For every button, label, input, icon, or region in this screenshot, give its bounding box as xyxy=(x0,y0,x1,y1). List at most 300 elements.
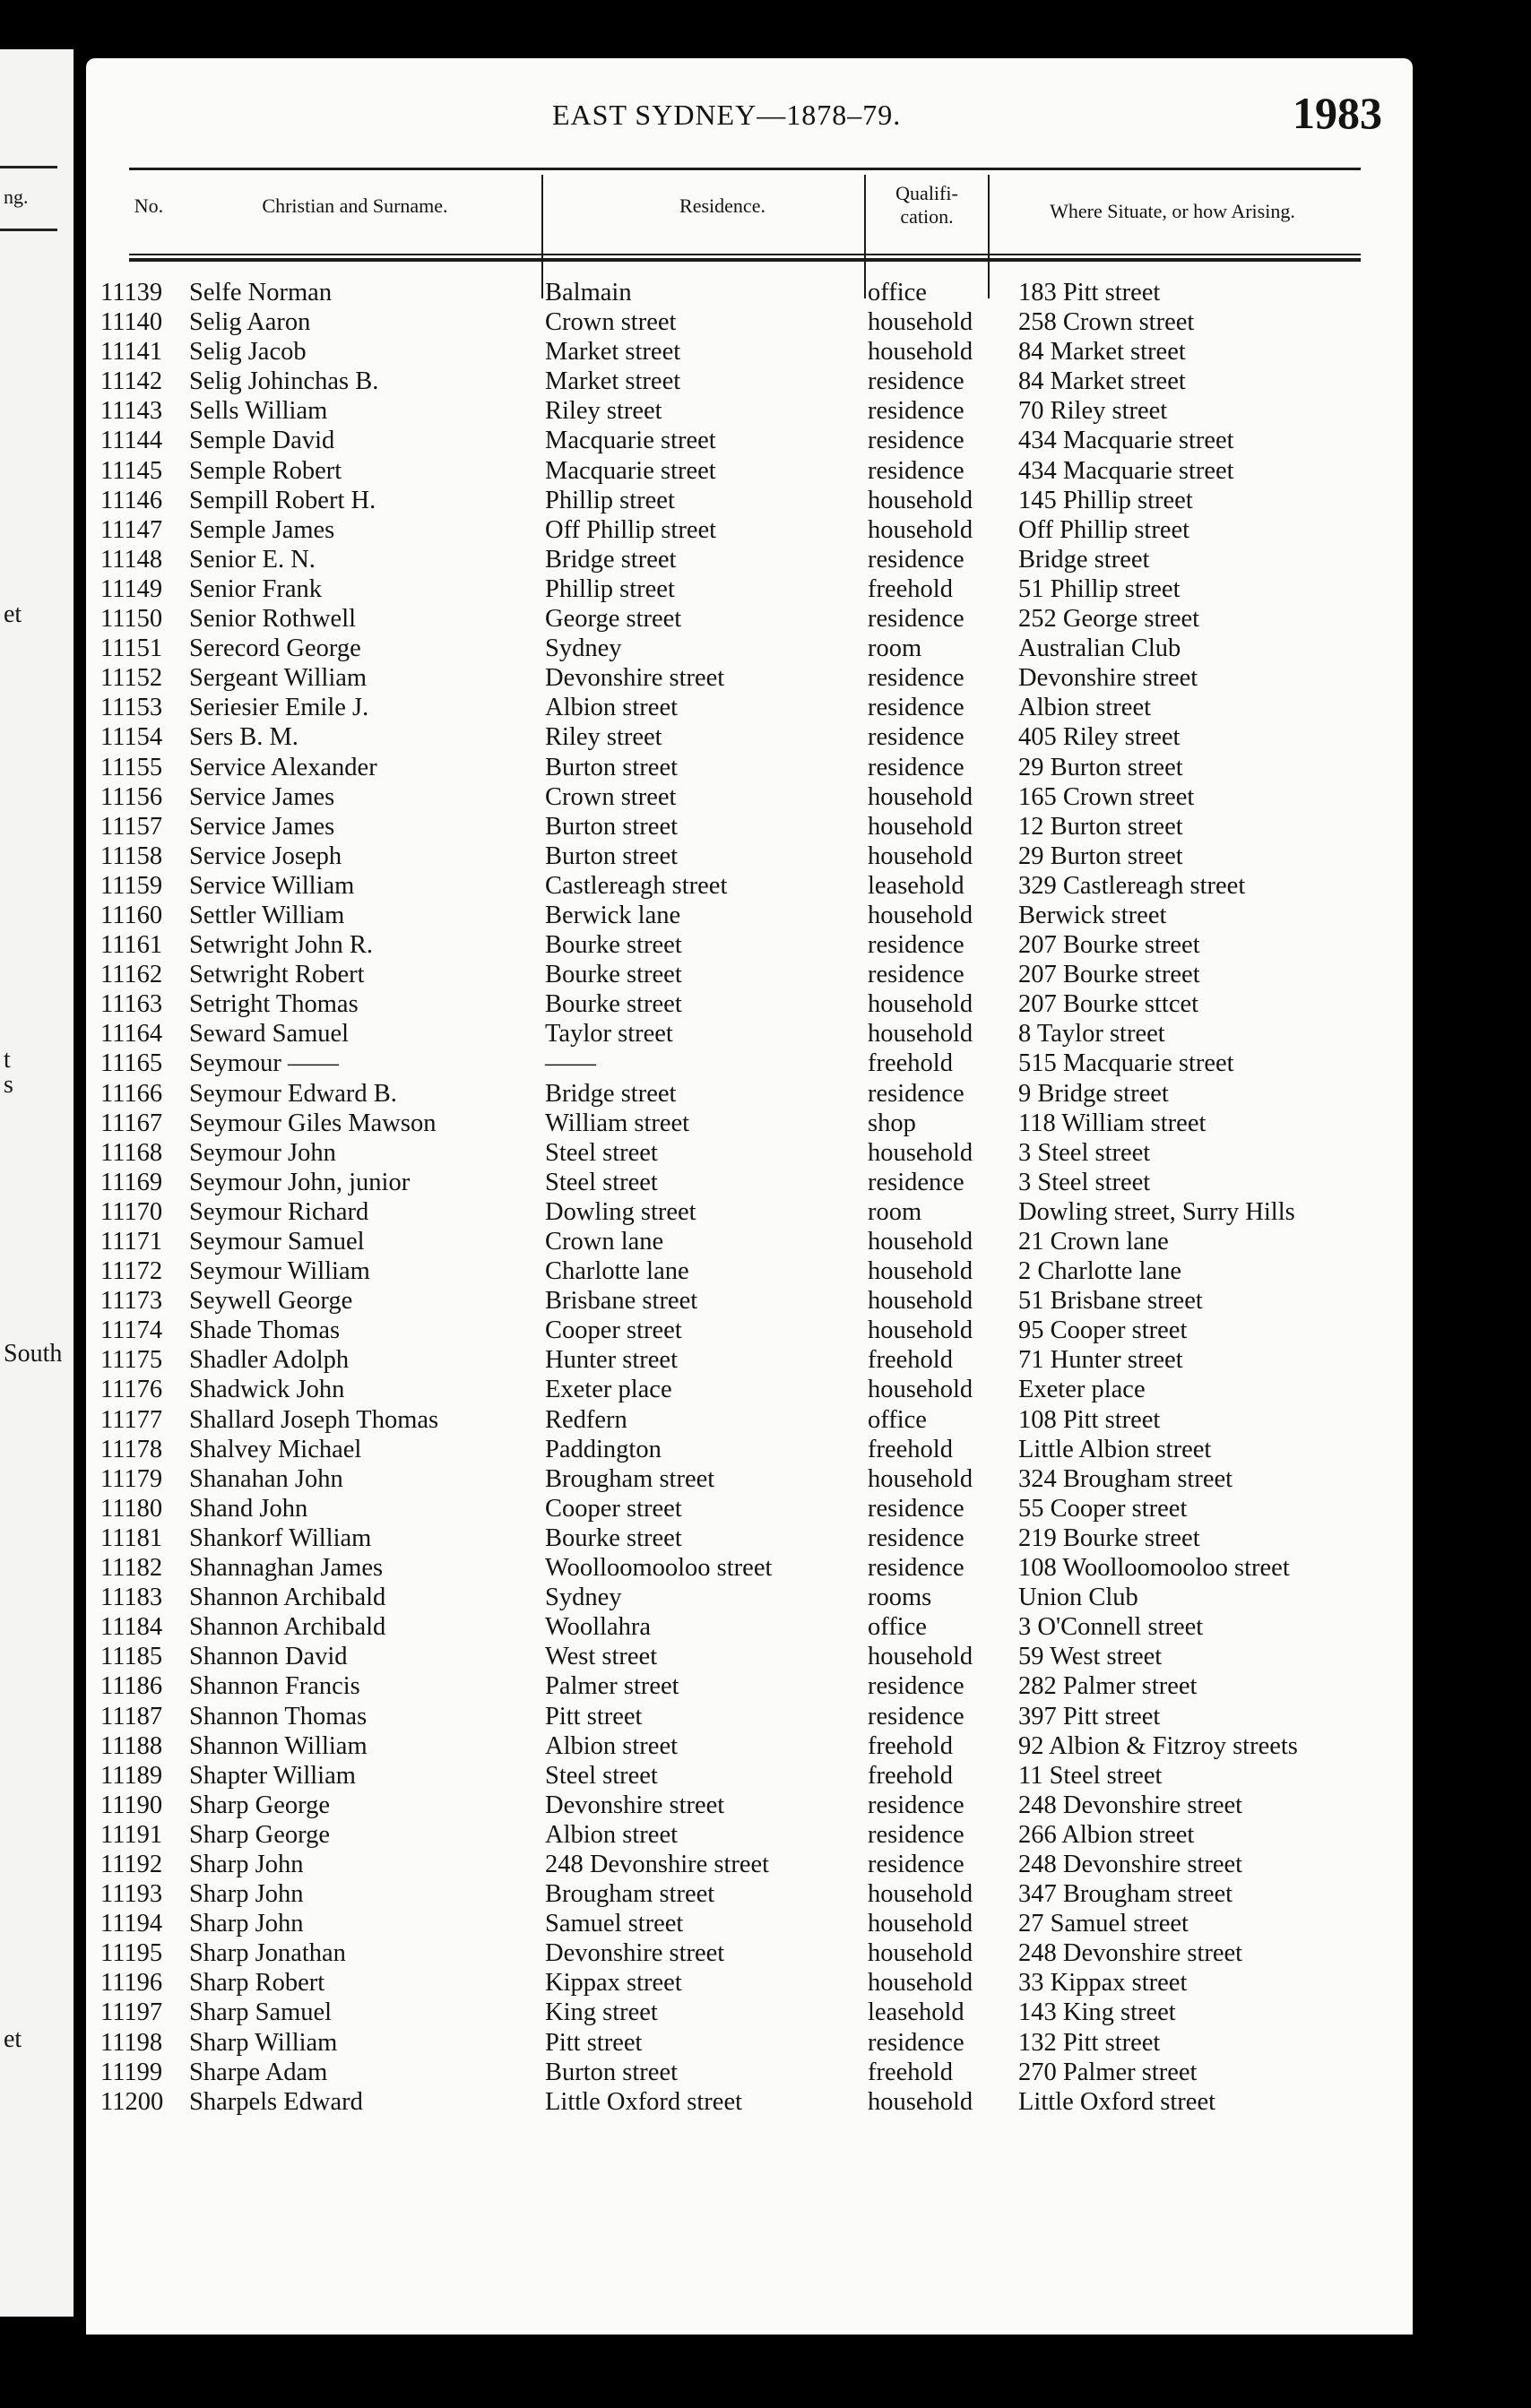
qualification: household xyxy=(868,2087,973,2116)
residence: Woolloomooloo street xyxy=(545,1554,773,1583)
voter-name: Seward Samuel xyxy=(189,1020,350,1049)
voter-number: 11147 xyxy=(100,515,163,544)
where-situate: 132 Pitt street xyxy=(1018,2028,1161,2057)
column-header-qualification: Qualifi- cation. xyxy=(895,182,958,228)
voter-number: 11198 xyxy=(100,2028,163,2057)
voter-number: 11176 xyxy=(100,1376,163,1404)
table-row xyxy=(86,634,1413,663)
table-row xyxy=(86,1879,1413,1909)
voter-name: Seymour —— xyxy=(189,1049,340,1078)
voter-number: 11149 xyxy=(100,574,163,603)
residence: Burton street xyxy=(545,812,679,841)
residence: Bourke street xyxy=(545,990,682,1019)
voter-name: Serecord George xyxy=(189,634,361,663)
qualification: office xyxy=(868,1405,927,1434)
voter-number: 11172 xyxy=(100,1257,163,1286)
residence: Kippax street xyxy=(545,1969,682,1998)
voter-number: 11169 xyxy=(100,1168,163,1196)
where-situate: 405 Riley street xyxy=(1018,723,1181,752)
table-row xyxy=(86,604,1413,634)
qualification: household xyxy=(868,901,973,929)
qualification: household xyxy=(868,1020,973,1049)
voter-name: Shannon Thomas xyxy=(189,1702,368,1730)
voter-name: Sergeant William xyxy=(189,664,368,693)
qualification: household xyxy=(868,842,973,870)
residence: Sydney xyxy=(545,634,622,663)
voter-number: 11159 xyxy=(100,871,163,900)
voter-number: 11182 xyxy=(100,1554,163,1583)
voter-name: Setwright John R. xyxy=(189,931,374,960)
where-situate: Union Club xyxy=(1018,1584,1138,1612)
qualification: household xyxy=(868,782,973,811)
where-situate: 434 Macquarie street xyxy=(1018,427,1234,455)
table-row xyxy=(86,1049,1413,1078)
where-situate: 397 Pitt street xyxy=(1018,1702,1161,1730)
table-row xyxy=(86,367,1413,396)
voter-name: Semple David xyxy=(189,427,335,455)
voter-name: Sharpels Edward xyxy=(189,2087,363,2116)
residence: Cooper street xyxy=(545,1316,682,1345)
voter-name: Shankorf William xyxy=(189,1523,372,1552)
table-row xyxy=(86,307,1413,337)
residence: Crown lane xyxy=(545,1228,664,1256)
qualification: freehold xyxy=(868,574,953,603)
where-situate: 248 Devonshire street xyxy=(1018,1850,1243,1878)
margin-fragment: South xyxy=(4,1340,63,1368)
residence: Castlereagh street xyxy=(545,871,728,900)
table-row xyxy=(86,1702,1413,1731)
voter-name: Selfe Norman xyxy=(189,279,333,306)
table-row xyxy=(86,1671,1413,1701)
qualification: freehold xyxy=(868,1049,953,1078)
table-row xyxy=(86,1642,1413,1671)
where-situate: 84 Market street xyxy=(1018,367,1186,396)
where-situate: 207 Bourke sttcet xyxy=(1018,990,1199,1019)
table-row xyxy=(86,1109,1413,1138)
where-situate: 282 Palmer street xyxy=(1018,1672,1198,1701)
voter-name: Senior E. N. xyxy=(189,545,316,574)
table-row xyxy=(86,1612,1413,1642)
voter-number: 11180 xyxy=(100,1494,163,1523)
facing-page-rule xyxy=(0,229,57,231)
where-situate: 9 Bridge street xyxy=(1018,1079,1169,1108)
voter-number: 11150 xyxy=(100,605,163,634)
where-situate: 92 Albion & Fitzroy streets xyxy=(1018,1731,1298,1760)
where-situate: Little Oxford street xyxy=(1018,2087,1216,2116)
qualification: residence xyxy=(868,605,964,634)
qualification: residence xyxy=(868,367,964,396)
where-situate: 29 Burton street xyxy=(1018,753,1183,781)
voter-number: 11181 xyxy=(100,1523,163,1552)
where-situate: 118 William street xyxy=(1018,1109,1207,1137)
where-situate: 434 Macquarie street xyxy=(1018,456,1234,485)
voter-number: 11162 xyxy=(100,961,163,989)
where-situate: Bridge street xyxy=(1018,545,1150,574)
table-row xyxy=(86,1731,1413,1761)
table-row xyxy=(86,2087,1413,2117)
qualification: leasehold xyxy=(868,1998,964,2027)
column-header-where: Where Situate, or how Arising. xyxy=(1050,200,1295,222)
qualification: residence xyxy=(868,1523,964,1552)
where-situate: Albion street xyxy=(1018,694,1152,722)
voter-number: 11199 xyxy=(100,2058,163,2086)
residence: Burton street xyxy=(545,753,679,781)
qualification: household xyxy=(868,1969,973,1998)
qualification: residence xyxy=(868,664,964,693)
voter-name: Service Joseph xyxy=(189,842,342,870)
table-row xyxy=(86,871,1413,901)
table-row xyxy=(86,1553,1413,1583)
residence: Pitt street xyxy=(545,2028,643,2057)
table-row xyxy=(86,1435,1413,1464)
residence: Steel street xyxy=(545,1138,658,1167)
where-situate: 51 Brisbane street xyxy=(1018,1287,1203,1316)
qualification: freehold xyxy=(868,2058,953,2086)
table-row xyxy=(86,456,1413,486)
qualification: household xyxy=(868,1643,973,1671)
where-situate: Exeter place xyxy=(1018,1376,1146,1404)
qualification: household xyxy=(868,1939,973,1968)
voter-name: Seymour Giles Mawson xyxy=(189,1109,437,1137)
table-row xyxy=(86,663,1413,693)
voter-number: 11157 xyxy=(100,812,163,841)
where-situate: 266 Albion street xyxy=(1018,1820,1195,1849)
table-row xyxy=(86,2058,1413,2087)
where-situate: 165 Crown street xyxy=(1018,782,1195,811)
qualification: household xyxy=(868,1228,973,1256)
column-header-residence: Residence. xyxy=(679,194,766,217)
voter-number: 11160 xyxy=(100,901,163,929)
voter-number: 11186 xyxy=(100,1672,163,1701)
table-row xyxy=(86,842,1413,871)
voter-name: Shade Thomas xyxy=(189,1316,341,1345)
qualification: freehold xyxy=(868,1731,953,1760)
voter-number: 11178 xyxy=(100,1435,163,1463)
where-situate: 347 Brougham street xyxy=(1018,1880,1233,1909)
voter-name: Sharp George xyxy=(189,1791,330,1819)
voter-number: 11183 xyxy=(100,1584,163,1612)
where-situate: 324 Brougham street xyxy=(1018,1464,1233,1493)
where-situate: Australian Club xyxy=(1018,634,1181,663)
residence: Paddington xyxy=(545,1435,662,1463)
voter-number: 11177 xyxy=(100,1405,163,1434)
residence: Woollahra xyxy=(545,1613,651,1642)
margin-fragment: et xyxy=(4,2025,22,2053)
facing-page-rule xyxy=(0,166,57,168)
voter-name: Shand John xyxy=(189,1494,308,1523)
qualification: shop xyxy=(868,1109,916,1137)
where-situate: 108 Woolloomooloo street xyxy=(1018,1554,1290,1583)
voter-name: Shannaghan James xyxy=(189,1554,384,1583)
residence: Off Phillip street xyxy=(545,515,717,544)
margin-fragment: s xyxy=(4,1071,13,1099)
residence: Brougham street xyxy=(545,1880,715,1909)
margin-fragment: et xyxy=(4,600,22,628)
qualification: residence xyxy=(868,1672,964,1701)
voter-number: 11145 xyxy=(100,456,163,485)
table-row xyxy=(86,901,1413,930)
qualification: residence xyxy=(868,1820,964,1849)
voter-name: Shalvey Michael xyxy=(189,1435,362,1463)
where-situate: 183 Pitt street xyxy=(1018,279,1161,306)
voter-name: Sells William xyxy=(189,397,328,426)
residence: Charlotte lane xyxy=(545,1257,689,1286)
voter-name: Service James xyxy=(189,812,335,841)
where-situate: 33 Kippax street xyxy=(1018,1969,1188,1998)
residence: Pitt street xyxy=(545,1702,643,1730)
voter-number: 11166 xyxy=(100,1079,163,1108)
table-row xyxy=(86,1316,1413,1345)
table-row xyxy=(86,782,1413,812)
voter-name: Senior Rothwell xyxy=(189,605,357,634)
table-row xyxy=(86,1227,1413,1256)
voter-name: Sharp John xyxy=(189,1880,304,1909)
voter-number: 11171 xyxy=(100,1228,163,1256)
table-row xyxy=(86,1019,1413,1049)
voter-name: Seymour John xyxy=(189,1138,336,1167)
where-situate: 258 Crown street xyxy=(1018,308,1195,337)
voter-name: Seymour William xyxy=(189,1257,370,1286)
qualification: household xyxy=(868,812,973,841)
residence: Brougham street xyxy=(545,1464,715,1493)
qualification: office xyxy=(868,279,927,306)
voter-name: Service James xyxy=(189,782,335,811)
voter-name: Sharpe Adam xyxy=(189,2058,328,2086)
where-situate: Little Albion street xyxy=(1018,1435,1212,1463)
voter-name: Seymour Edward B. xyxy=(189,1079,397,1108)
residence: Market street xyxy=(545,367,681,396)
where-situate: Dowling street, Surry Hills xyxy=(1018,1197,1295,1226)
qualification: household xyxy=(868,1138,973,1167)
voter-number: 11195 xyxy=(100,1939,163,1968)
voter-number: 11158 xyxy=(100,842,163,870)
where-situate: 207 Bourke street xyxy=(1018,961,1200,989)
table-row xyxy=(86,2028,1413,2058)
where-situate: 329 Castlereagh street xyxy=(1018,871,1246,900)
page-title: EAST SYDNEY—1878–79. xyxy=(552,99,902,131)
residence: Bridge street xyxy=(545,1079,677,1108)
table-row xyxy=(86,1079,1413,1109)
voter-number: 11200 xyxy=(100,2087,164,2116)
residence: Redfern xyxy=(545,1405,627,1434)
residence: Devonshire street xyxy=(545,664,725,693)
table-row xyxy=(86,278,1413,307)
where-situate: 27 Samuel street xyxy=(1018,1910,1189,1938)
qualification: residence xyxy=(868,753,964,781)
where-situate: 252 George street xyxy=(1018,605,1200,634)
voter-name: Sharp William xyxy=(189,2028,338,2057)
table-row xyxy=(86,486,1413,515)
voter-number: 11139 xyxy=(100,279,163,306)
table-row xyxy=(86,1523,1413,1553)
qualification: household xyxy=(868,1880,973,1909)
table-row xyxy=(86,574,1413,604)
voter-number: 11155 xyxy=(100,753,163,781)
table-row xyxy=(86,515,1413,545)
column-header-name: Christian and Surname. xyxy=(262,194,448,217)
qualification: freehold xyxy=(868,1346,953,1375)
voter-name: Sharp John xyxy=(189,1910,304,1938)
voter-number: 11194 xyxy=(100,1910,163,1938)
qualification: residence xyxy=(868,931,964,960)
qualification: office xyxy=(868,1613,927,1642)
table-row xyxy=(86,989,1413,1019)
qualification: residence xyxy=(868,397,964,426)
qualification: residence xyxy=(868,1791,964,1819)
voter-number: 11170 xyxy=(100,1197,163,1226)
voter-name: Sharp Samuel xyxy=(189,1998,333,2027)
table-row xyxy=(86,753,1413,782)
residence: Cooper street xyxy=(545,1494,682,1523)
table-row xyxy=(86,1286,1413,1316)
qualification: household xyxy=(868,338,973,367)
residence: Steel street xyxy=(545,1168,658,1196)
column-header-no: No. xyxy=(134,194,164,217)
voter-number: 11161 xyxy=(100,931,163,960)
residence: Bourke street xyxy=(545,1523,682,1552)
residence: Macquarie street xyxy=(545,427,716,455)
voter-name: Setright Thomas xyxy=(189,990,359,1019)
where-situate: Berwick street xyxy=(1018,901,1167,929)
voter-number: 11167 xyxy=(100,1109,163,1137)
voter-name: Sharp Robert xyxy=(189,1969,325,1998)
residence: Burton street xyxy=(545,842,679,870)
residence: Little Oxford street xyxy=(545,2087,743,2116)
table-row xyxy=(86,1909,1413,1938)
table-row xyxy=(86,1168,1413,1197)
voter-name: Settler William xyxy=(189,901,345,929)
where-situate: 12 Burton street xyxy=(1018,812,1183,841)
voter-name: Seymour John, junior xyxy=(189,1168,411,1196)
voter-number: 11143 xyxy=(100,397,163,426)
table-row xyxy=(86,1761,1413,1791)
qualification: household xyxy=(868,486,973,514)
residence: Market street xyxy=(545,338,681,367)
header-bottom-rule-thick xyxy=(129,258,1361,262)
table-row xyxy=(86,1256,1413,1286)
residence: West street xyxy=(545,1643,658,1671)
qualification: household xyxy=(868,515,973,544)
voter-name: Seywell George xyxy=(189,1287,353,1316)
table-row xyxy=(86,1791,1413,1820)
table-row xyxy=(86,1494,1413,1523)
header-top-rule xyxy=(129,168,1361,170)
where-situate: 11 Steel street xyxy=(1018,1761,1163,1790)
voter-name: Shadwick John xyxy=(189,1376,345,1404)
qualification: room xyxy=(868,634,922,663)
qualification: household xyxy=(868,1287,973,1316)
voter-number: 11141 xyxy=(100,338,163,367)
qualification: residence xyxy=(868,427,964,455)
qualification: household xyxy=(868,1257,973,1286)
table-row xyxy=(86,1375,1413,1404)
facing-page-edge xyxy=(0,49,74,2317)
voter-name: Sharp Jonathan xyxy=(189,1939,346,1968)
where-situate: 108 Pitt street xyxy=(1018,1405,1161,1434)
qualification: residence xyxy=(868,723,964,752)
residence: George street xyxy=(545,605,682,634)
table-row xyxy=(86,545,1413,574)
voter-number: 11187 xyxy=(100,1702,163,1730)
residence: Riley street xyxy=(545,723,662,752)
voter-name: Service Alexander xyxy=(189,753,377,781)
residence: Crown street xyxy=(545,308,677,337)
qualification: room xyxy=(868,1197,922,1226)
voter-name: Sempill Robert H. xyxy=(189,486,376,514)
table-row xyxy=(86,1820,1413,1850)
qualification: household xyxy=(868,1910,973,1938)
voter-number: 11196 xyxy=(100,1969,163,1998)
residence: Bourke street xyxy=(545,961,682,989)
where-situate: 29 Burton street xyxy=(1018,842,1183,870)
table-row xyxy=(86,1197,1413,1227)
residence: Crown street xyxy=(545,782,677,811)
where-situate: 84 Market street xyxy=(1018,338,1186,367)
where-situate: 219 Bourke street xyxy=(1018,1523,1200,1552)
where-situate: 8 Taylor street xyxy=(1018,1020,1165,1049)
qualification: rooms xyxy=(868,1584,932,1612)
voter-number: 11152 xyxy=(100,664,163,693)
where-situate: 51 Phillip street xyxy=(1018,574,1181,603)
residence: Dowling street xyxy=(545,1197,696,1226)
table-row xyxy=(86,930,1413,960)
residence: —— xyxy=(545,1049,596,1078)
voter-name: Sharp George xyxy=(189,1820,330,1849)
voter-number: 11197 xyxy=(100,1998,163,2027)
voter-number: 11193 xyxy=(100,1880,163,1909)
voter-name: Senior Frank xyxy=(189,574,323,603)
where-situate: 55 Cooper street xyxy=(1018,1494,1188,1523)
table-row xyxy=(86,960,1413,989)
qualification: residence xyxy=(868,1850,964,1878)
voter-name: Semple Robert xyxy=(189,456,342,485)
residence: Bridge street xyxy=(545,545,677,574)
qualification: freehold xyxy=(868,1761,953,1790)
voter-number: 11146 xyxy=(100,486,163,514)
voter-number: 11174 xyxy=(100,1316,163,1345)
voter-number: 11151 xyxy=(100,634,163,663)
qualification: residence xyxy=(868,545,964,574)
voter-name: Semple James xyxy=(189,515,335,544)
voter-name: Shannon Archibald xyxy=(189,1584,386,1612)
table-row xyxy=(86,396,1413,426)
where-situate: 21 Crown lane xyxy=(1018,1228,1169,1256)
residence: Devonshire street xyxy=(545,1939,725,1968)
qualification: residence xyxy=(868,1168,964,1196)
residence: Phillip street xyxy=(545,574,675,603)
where-situate: 59 West street xyxy=(1018,1643,1163,1671)
table-row xyxy=(86,1583,1413,1612)
voter-number: 11142 xyxy=(100,367,163,396)
voter-name: Shannon Francis xyxy=(189,1672,360,1701)
voter-name: Shapter William xyxy=(189,1761,356,1790)
qualification: household xyxy=(868,1376,973,1404)
residence: Sydney xyxy=(545,1584,622,1612)
voter-number: 11168 xyxy=(100,1138,163,1167)
residence: Phillip street xyxy=(545,486,675,514)
voter-number: 11173 xyxy=(100,1287,163,1316)
voter-number: 11185 xyxy=(100,1643,163,1671)
qualification: residence xyxy=(868,1494,964,1523)
qualification: household xyxy=(868,990,973,1019)
where-situate: 143 King street xyxy=(1018,1998,1176,2027)
qualification: residence xyxy=(868,694,964,722)
table-row xyxy=(86,1998,1413,2027)
voter-number: 11144 xyxy=(100,427,163,455)
residence: Burton street xyxy=(545,2058,679,2086)
voter-number: 11179 xyxy=(100,1464,163,1493)
voter-number: 11175 xyxy=(100,1346,163,1375)
